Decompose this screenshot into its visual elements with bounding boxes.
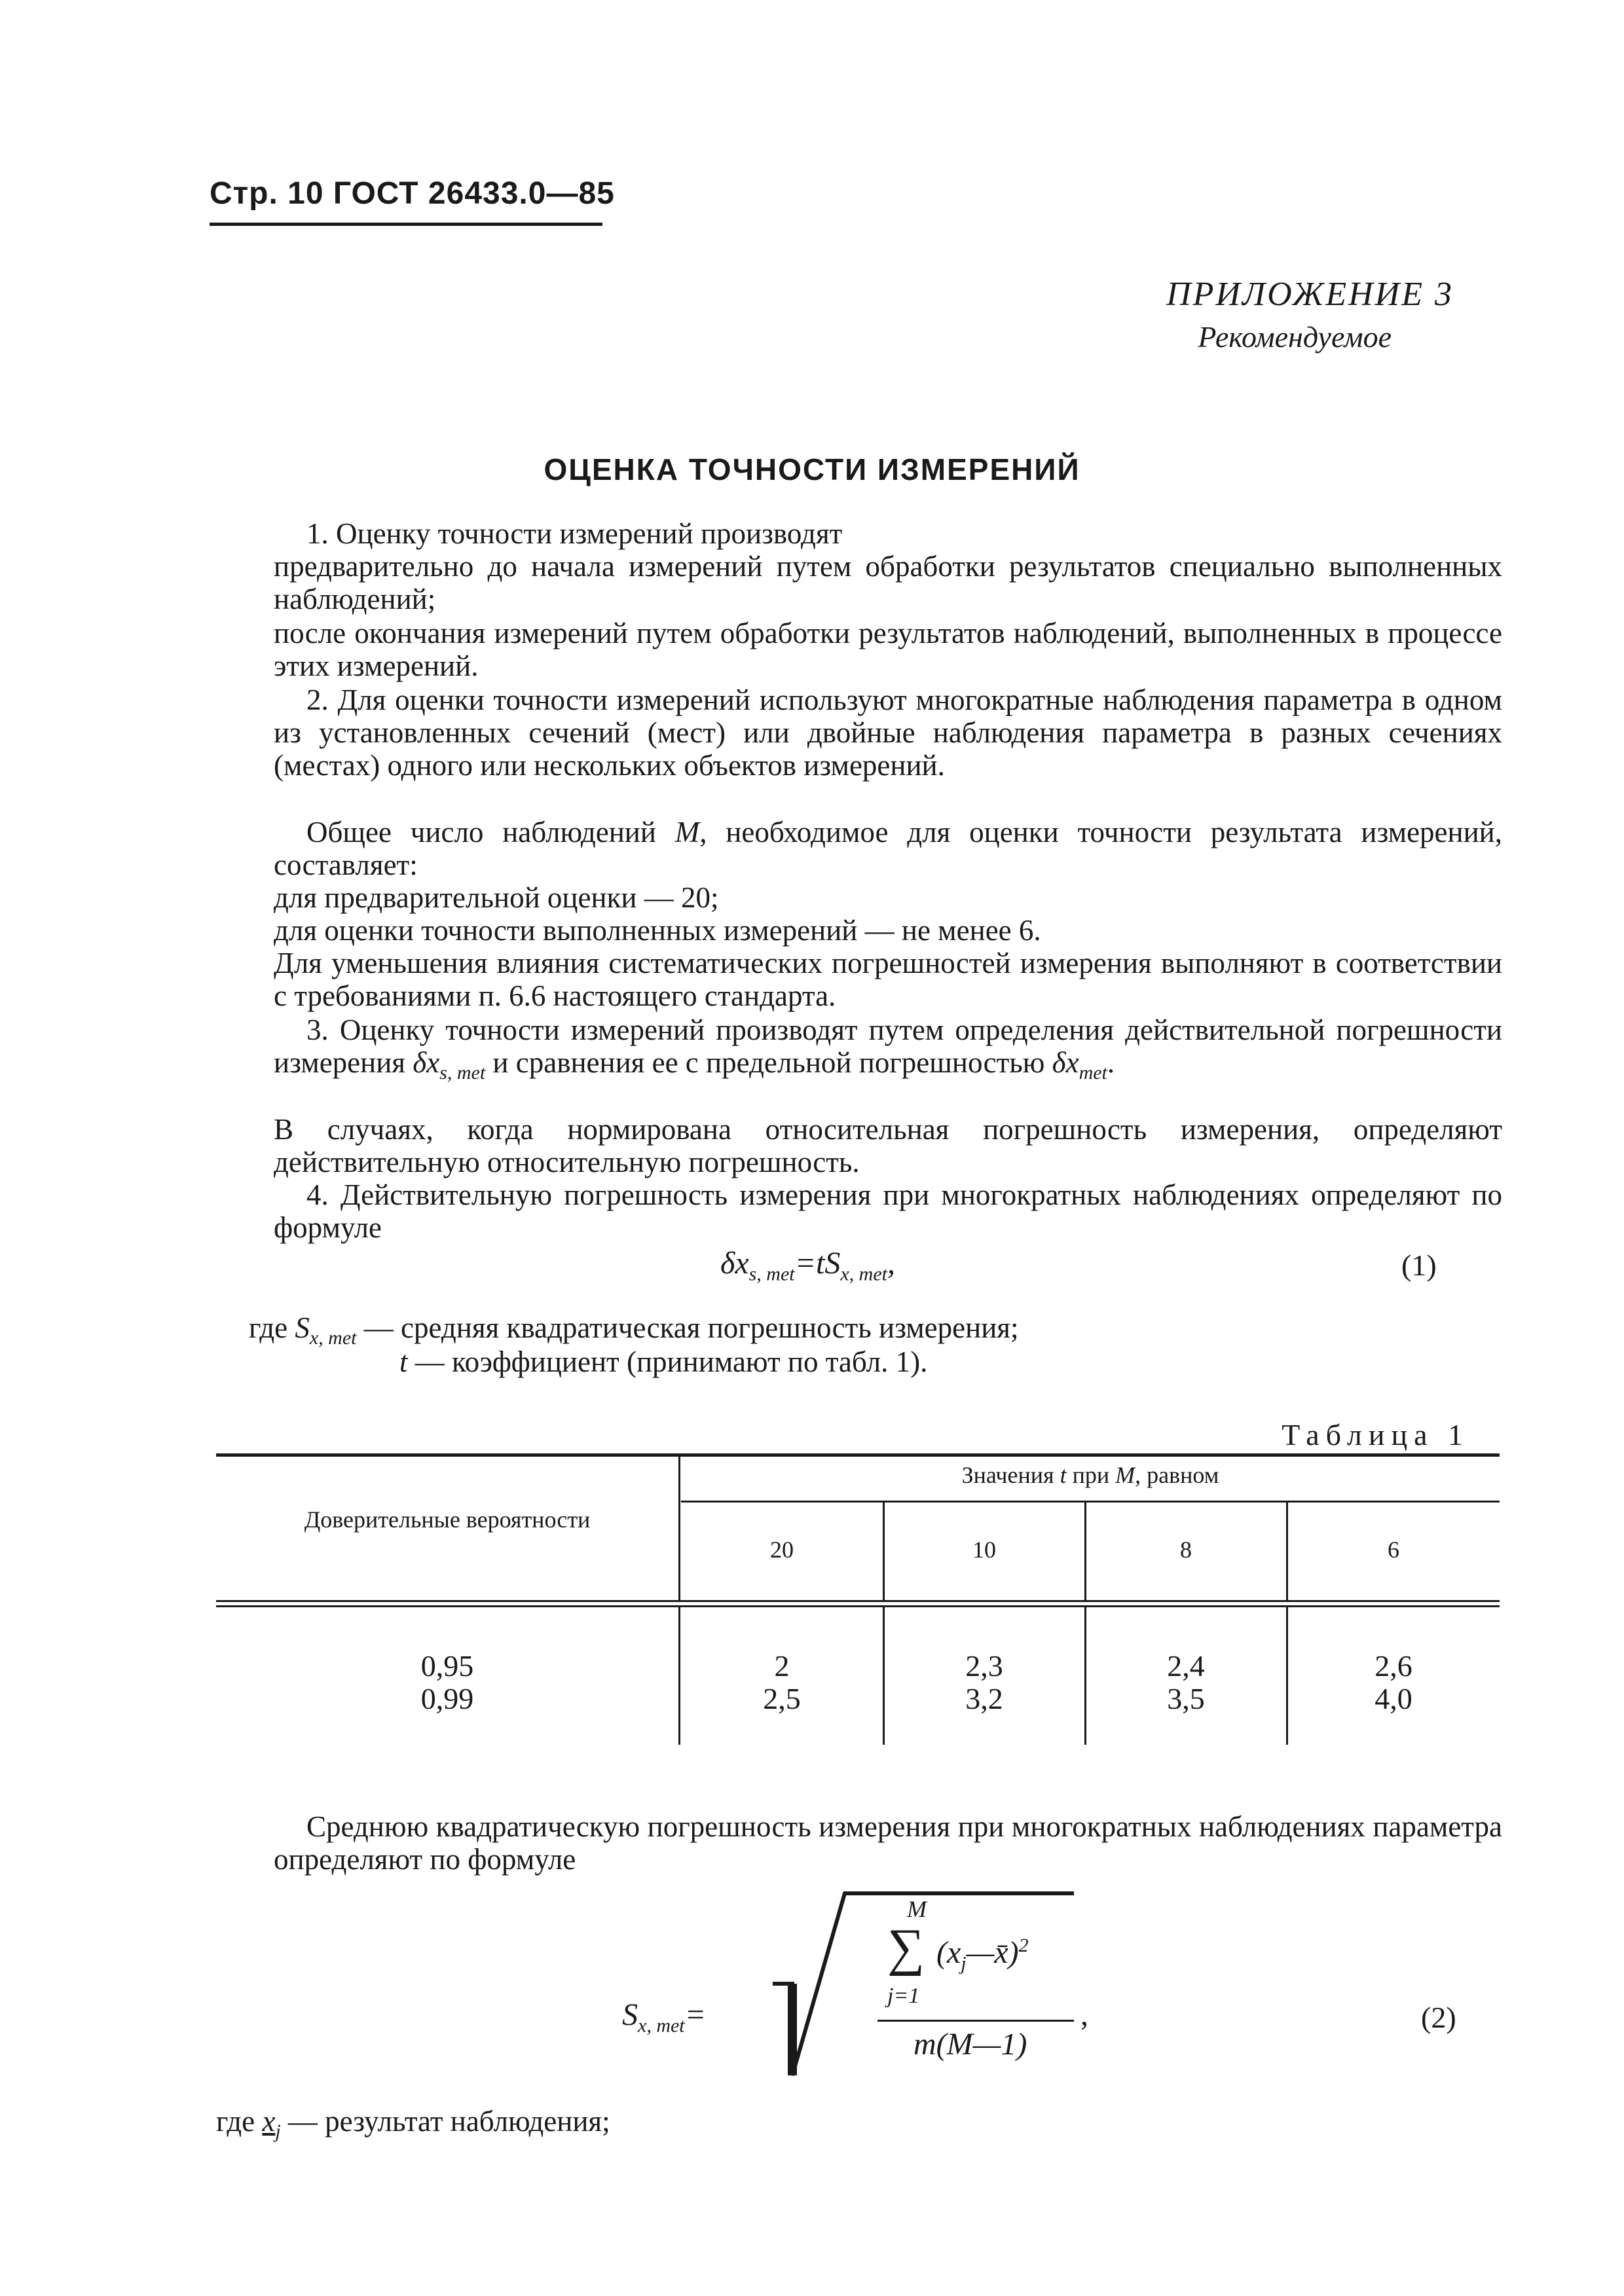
- formula-1-number: (1): [1401, 1248, 1437, 1282]
- table-cell-p: 0,95 0,99: [420, 1649, 474, 1715]
- paragraph-1-a: предварительно до начала измерений путем обработки результатов специально выполненных наблюдений;: [274, 550, 1502, 615]
- where-1-a: где $S_{x, met}$ — средняя квадратическая погрешность измерения;: [249, 1311, 1019, 1349]
- paragraph-2: 2. Для оценки точности измерений используют многократные наблюдения параметра в одном из установленных сечений (мест) или двойные наблюдения параметра в разных сечениях (местах) одного или нескольких объектов измерений.: [274, 683, 1502, 782]
- table-cell-6: 2,6 4,0: [1375, 1649, 1412, 1715]
- table-caption: Таблица 1: [1282, 1418, 1469, 1451]
- table-row-header: Доверительные вероятности: [304, 1506, 591, 1533]
- where-1-b: t — коэффициент (принимают по табл. 1).: [399, 1345, 928, 1378]
- table-col-6: 6: [1388, 1537, 1399, 1563]
- section-title: ОЦЕНКА ТОЧНОСТИ ИЗМЕРЕНИЙ: [544, 452, 1080, 486]
- sum-lower-limit: j=1: [887, 1984, 920, 2008]
- table-cell-10: 2,3 3,2: [965, 1649, 1003, 1715]
- paragraph-2-total: Общее число наблюдений M, необходимое для оценки точности результата измерений, составляет:: [274, 816, 1503, 881]
- paragraph-2-syst: Для уменьшения влияния систематических погрешностей измерения выполняют в соответствии с требованиями п. 6.6 настоящего стандарта.: [274, 947, 1502, 1012]
- table-col-8: 8: [1180, 1537, 1192, 1563]
- paragraph-3-rel: В случаях, когда нормирована относительная погрешность измерения, определяют действительную относительную погрешность.: [274, 1113, 1502, 1178]
- table-group-header: Значения t при M, равном: [961, 1462, 1219, 1488]
- paragraph-5: Среднюю квадратическую погрешность измерения при многократных наблюдениях параметра определяют по формуле: [274, 1810, 1502, 1876]
- paragraph-2-pre: для предварительной оценки — 20;: [274, 881, 719, 914]
- table-top-rule: [216, 1453, 1500, 1457]
- appendix-status: Рекомендуемое: [1198, 320, 1392, 354]
- table-body-vrule-1: [678, 1607, 680, 1745]
- denominator: m(M—1): [913, 2027, 1027, 2062]
- formula-2-tail: ,: [1080, 1997, 1088, 2032]
- sum-term: $(x_j—x̄)^2$: [936, 1935, 1029, 1975]
- table-header-rule-1: [216, 1600, 1500, 1602]
- appendix-label: ПРИЛОЖЕНИЕ 3: [1166, 276, 1454, 313]
- table-col-10: 10: [972, 1537, 996, 1563]
- fraction-bar: [877, 2020, 1074, 2022]
- table-col-20: 20: [770, 1537, 794, 1563]
- formula-2-lhs: $S_{x, met}=$: [622, 1997, 707, 2037]
- paragraph-1-intro: 1. Оценку точности измерений производят: [306, 517, 843, 550]
- table-cell-8: 2,4 3,5: [1167, 1649, 1205, 1715]
- formula-2-number: (2): [1421, 2001, 1456, 2034]
- symbol-delta-xs-met: $\delta x_{s, met}$: [413, 1046, 486, 1084]
- table-header-rule-2: [216, 1605, 1500, 1607]
- where-2: где $x_j$ — результат наблюдения;: [216, 2105, 610, 2142]
- symbol-delta-x-met: $\delta x_{met}$: [1052, 1046, 1107, 1084]
- table-group-rule: [681, 1501, 1500, 1503]
- table-vrule-1: [678, 1455, 680, 1600]
- paragraph-3: 3. Оценку точности измерений производят путем определения действительной погрешности измерения $\delta x_{s, met}$ и сравнения ее с предельной погрешностью $\delta x_{met}$.: [274, 1013, 1502, 1084]
- paragraph-2-post: для оценки точности выполненных измерений — не менее 6.: [274, 914, 1041, 947]
- table-cell-20: 2 2,5: [763, 1649, 801, 1715]
- formula-1: $\delta x_{s, met}=tS_{x, met}$,: [720, 1246, 895, 1285]
- page-header: Стр. 10 ГОСТ 26433.0—85: [210, 176, 615, 211]
- paragraph-1-b: после окончания измерений путем обработки результатов наблюдений, выполненных в процессе этих измерений.: [274, 617, 1502, 682]
- paragraph-4: 4. Действительную погрешность измерения при многократных наблюдениях определяют по формуле: [274, 1178, 1502, 1244]
- sum-upper-limit: M: [907, 1896, 927, 1922]
- sum-sign: ∑: [887, 1919, 925, 1977]
- header-rule: [210, 223, 602, 226]
